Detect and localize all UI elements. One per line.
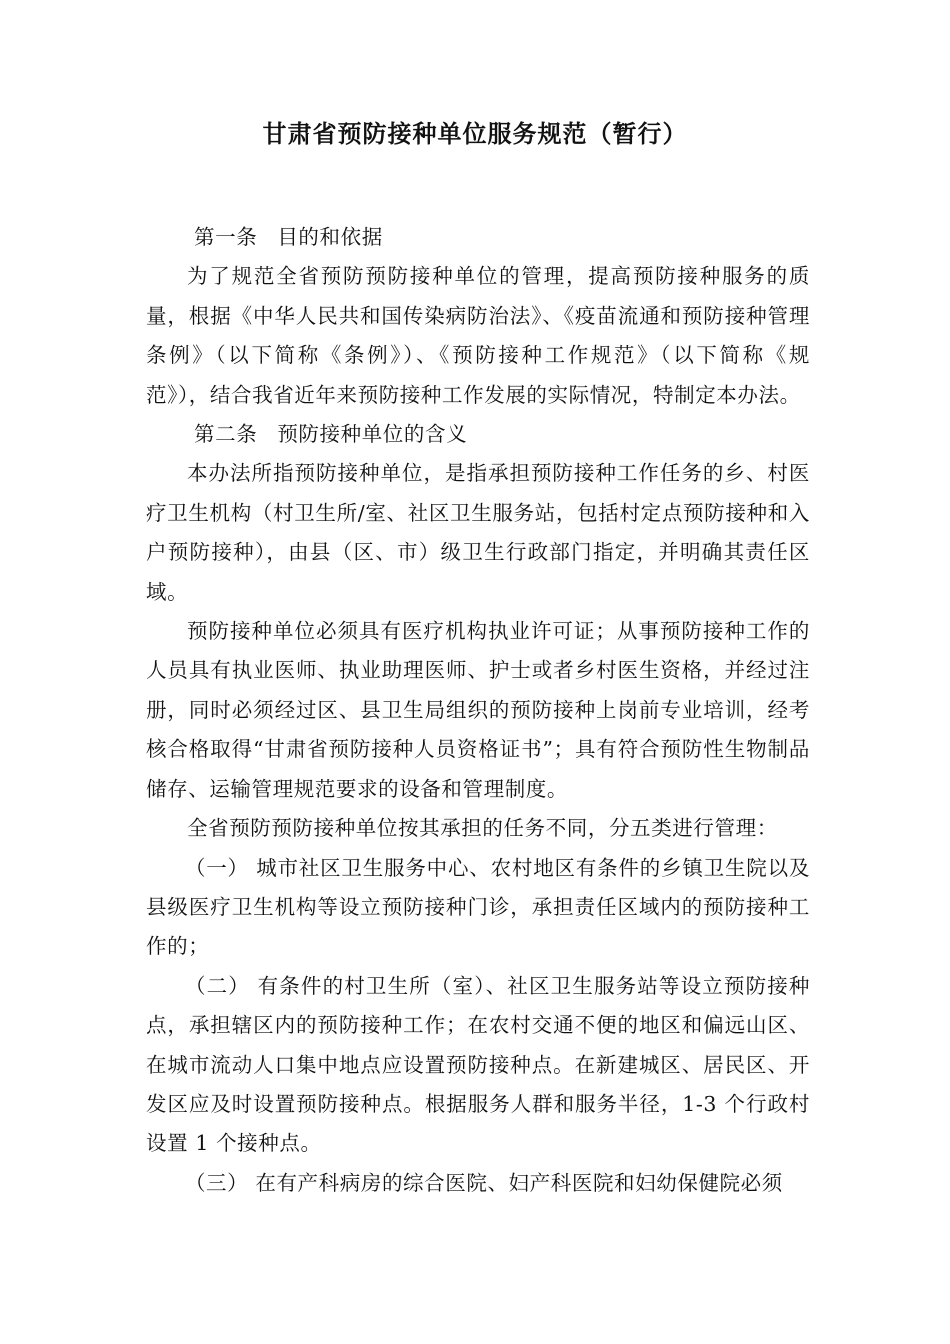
article-2-paragraph-definition: 本办法所指预防接种单位，是指承担预防接种工作任务的乡、村医疗卫生机构（村卫生所/室、社区卫生服务站，包括村定点预防接种和入户预防接种），由县（区、市）级卫生行政部门指定，并明确其责任区域。 — [146, 461, 810, 604]
article-1-title: 目的和依据 — [277, 225, 383, 249]
article-1-number: 第一条 — [194, 225, 258, 249]
article-2-heading — [146, 415, 810, 454]
document-title: 甘肃省预防接种单位服务规范（暂行） — [262, 119, 688, 148]
article-2-paragraph-classification: 全省预防预防接种单位按其承担的任务不同，分五类进行管理： — [187, 816, 778, 841]
article-2-number: 第二条 — [194, 422, 258, 447]
list-item: （二） 有条件的村卫生所（室）、社区卫生服务站等设立预防接种点，承担辖区内的预防接种工作；在农村交通不便的地区和偏远山区、在城市流动人口集中地点应设置预防接种点。在新建城区、居民区、开发区应及时设置预防接种点。根据服务人群和服务半径，1-3 个行政村设置 1 个接种点。 — [146, 973, 810, 1156]
article-2-paragraph-requirements: 预防接种单位必须具有医疗机构执业许可证；从事预防接种工作的人员具有执业医师、执业助理医师、护士或者乡村医生资格，并经过注册，同时必须经过区、县卫生局组织的预防接种上岗前专业培训，经考核合格取得“甘肃省预防接种人员资格证书”；具有符合预防性生物制品储存、运输管理规范要求的设备和管理制度。 — [146, 619, 810, 801]
article-1-paragraph: 为了规范全省预防预防接种单位的管理，提高预防接种服务的质量，根据《中华人民共和国传染病防治法》、《疫苗流通和预防接种管理条例》（以下简称《条例》）、《预防接种工作规范》（以下简称《规范》），结合我省近年来预防接种工作发展的实际情况，特制定本办法。 — [146, 264, 810, 407]
article-1-heading — [146, 218, 810, 257]
article-2-title: 预防接种单位的含义 — [277, 422, 468, 447]
list-item: （一） 城市社区卫生服务中心、农村地区有条件的乡镇卫生院以及县级医疗卫生机构等设立预防接种门诊，承担责任区域内的预防接种工作的； — [146, 855, 810, 959]
list-item: （三） 在有产科病房的综合医院、妇产科医院和妇幼保健院必须 — [184, 1170, 783, 1195]
document-body — [146, 218, 810, 1203]
